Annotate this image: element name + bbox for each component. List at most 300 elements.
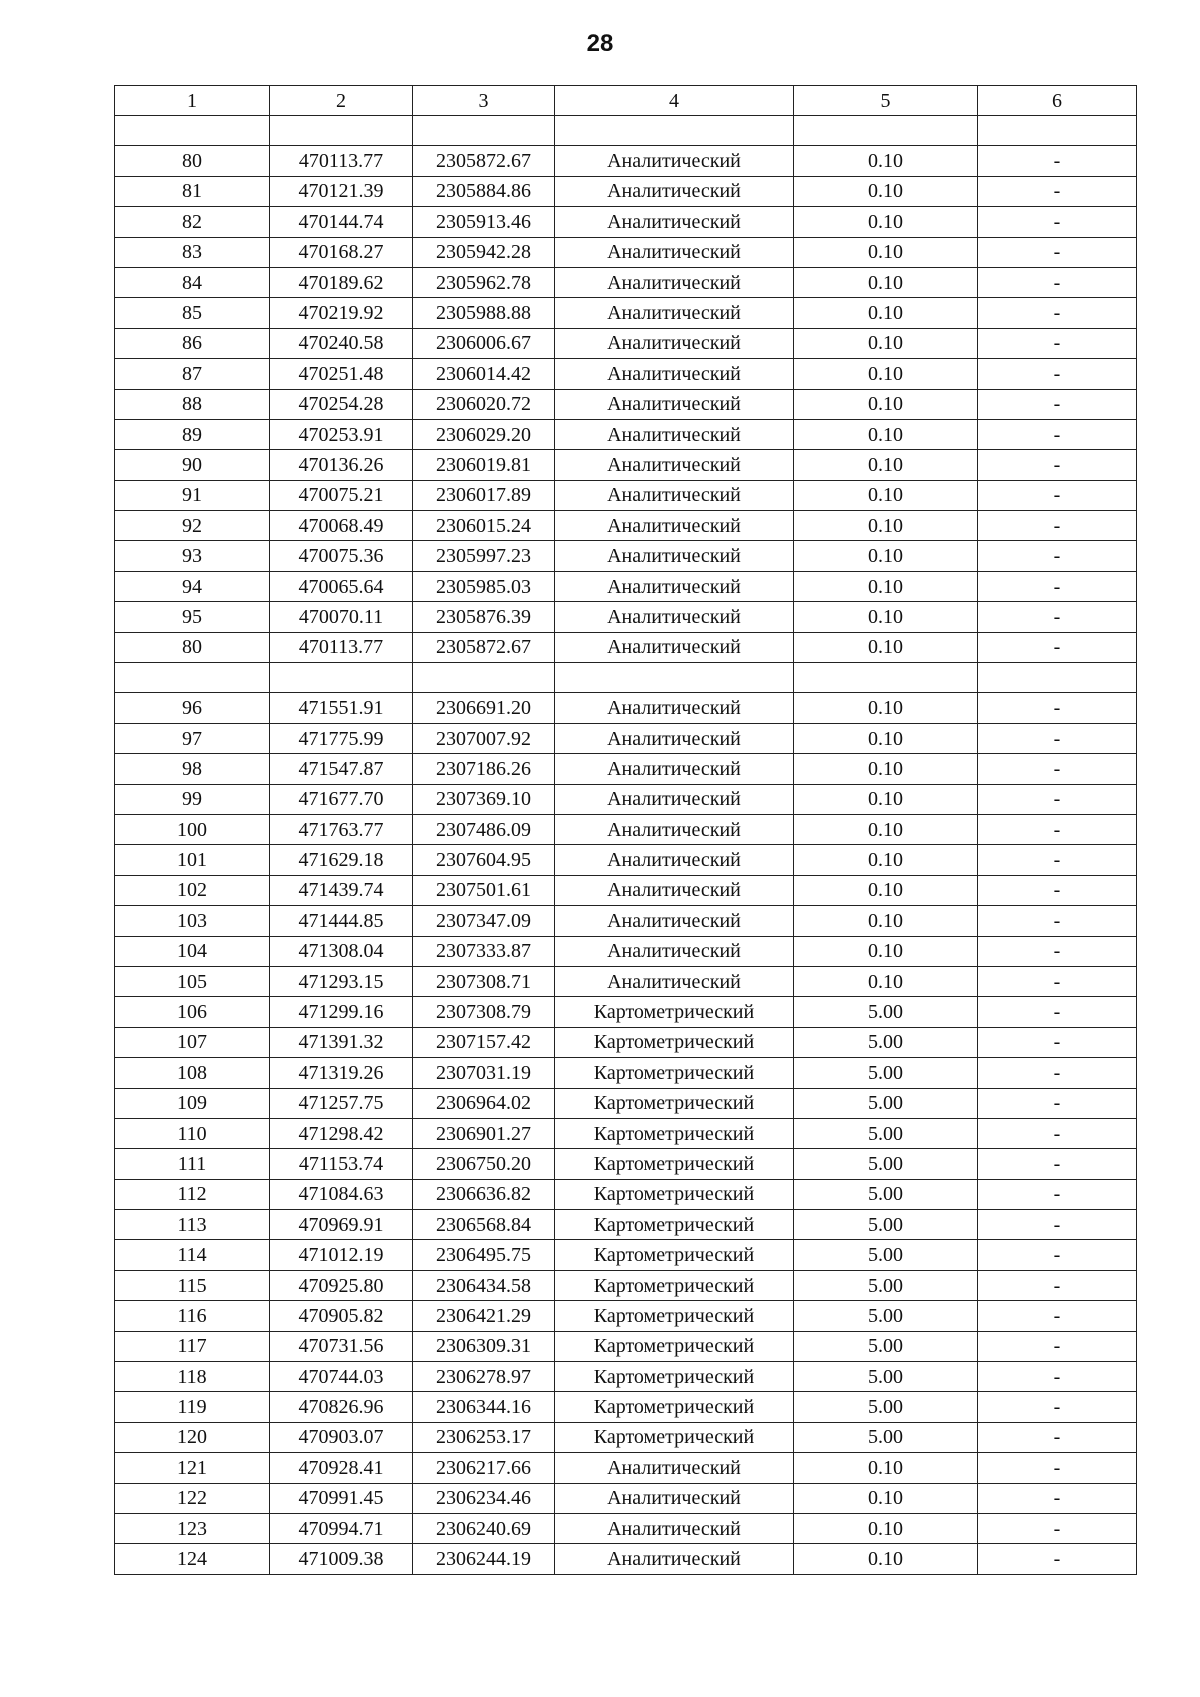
table-cell: 5.00 [794, 1301, 978, 1331]
table-cell: 470113.77 [270, 146, 413, 176]
table-cell [270, 116, 413, 146]
table-cell: 470969.91 [270, 1210, 413, 1240]
table-row [115, 571, 1137, 601]
table-cell: 470744.03 [270, 1362, 413, 1392]
table-cell: 86 [115, 328, 270, 358]
table-cell: 106 [115, 997, 270, 1027]
table-cell: - [978, 359, 1137, 389]
table-row [115, 845, 1137, 875]
table-cell: Аналитический [555, 1453, 794, 1483]
table-row [115, 450, 1137, 480]
table-cell: 0.10 [794, 328, 978, 358]
column-header: 5 [794, 86, 978, 116]
table-cell: 119 [115, 1392, 270, 1422]
table-cell: 123 [115, 1513, 270, 1543]
table-cell: 2306344.16 [413, 1392, 555, 1422]
table-cell: 2305872.67 [413, 146, 555, 176]
table-cell: 103 [115, 906, 270, 936]
table-cell: Аналитический [555, 541, 794, 571]
table-row [115, 1088, 1137, 1118]
table-cell: - [978, 693, 1137, 723]
table-cell: 91 [115, 480, 270, 510]
table-cell: 80 [115, 632, 270, 662]
table-row [115, 1422, 1137, 1452]
table-cell: Аналитический [555, 906, 794, 936]
table-cell: Аналитический [555, 1483, 794, 1513]
table-row [115, 146, 1137, 176]
table-row [115, 1058, 1137, 1088]
table-cell: 471257.75 [270, 1088, 413, 1118]
table-cell: Картометрический [555, 1392, 794, 1422]
table-cell: 114 [115, 1240, 270, 1270]
table-cell: Картометрический [555, 1058, 794, 1088]
table-cell: 115 [115, 1270, 270, 1300]
table-cell: 2306278.97 [413, 1362, 555, 1392]
table-cell: 470121.39 [270, 176, 413, 206]
table-cell: 2306421.29 [413, 1301, 555, 1331]
table-cell: Картометрический [555, 1422, 794, 1452]
table-cell: 470065.64 [270, 571, 413, 601]
table-row [115, 1118, 1137, 1148]
table-cell: 5.00 [794, 997, 978, 1027]
table-cell: 0.10 [794, 693, 978, 723]
table-cell: 2306240.69 [413, 1513, 555, 1543]
table-cell: 109 [115, 1088, 270, 1118]
table-cell: - [978, 723, 1137, 753]
table-cell: 0.10 [794, 419, 978, 449]
table-cell: - [978, 146, 1137, 176]
table-cell: Картометрический [555, 1362, 794, 1392]
table-cell: 2307369.10 [413, 784, 555, 814]
table-cell: 470928.41 [270, 1453, 413, 1483]
column-header: 4 [555, 86, 794, 116]
table-cell [413, 663, 555, 693]
table-row [115, 1453, 1137, 1483]
table-row [115, 754, 1137, 784]
table-cell: Аналитический [555, 328, 794, 358]
table-cell: 5.00 [794, 1210, 978, 1240]
table-cell: - [978, 997, 1137, 1027]
table-cell: 0.10 [794, 176, 978, 206]
table-cell: - [978, 1027, 1137, 1057]
table-cell: 2307486.09 [413, 814, 555, 844]
table-cell: 0.10 [794, 784, 978, 814]
table-cell: 94 [115, 571, 270, 601]
table-cell: 470731.56 [270, 1331, 413, 1361]
table-cell: 2306015.24 [413, 511, 555, 541]
table-row [115, 267, 1137, 297]
table-cell: 0.10 [794, 754, 978, 784]
table-cell: 2307308.79 [413, 997, 555, 1027]
table-cell: 5.00 [794, 1058, 978, 1088]
table-cell: - [978, 1331, 1137, 1361]
table-cell: - [978, 1149, 1137, 1179]
table-cell: 5.00 [794, 1362, 978, 1392]
table-cell: - [978, 784, 1137, 814]
table-row [115, 1027, 1137, 1057]
table-cell: 2305872.67 [413, 632, 555, 662]
table-cell: 2305962.78 [413, 267, 555, 297]
table-cell: 0.10 [794, 1483, 978, 1513]
table-cell: 0.10 [794, 723, 978, 753]
table-cell: 0.10 [794, 875, 978, 905]
table-cell: 0.10 [794, 450, 978, 480]
table-cell: Аналитический [555, 389, 794, 419]
blank-separator-row [115, 663, 1137, 693]
table-cell: 80 [115, 146, 270, 176]
table-cell: 5.00 [794, 1088, 978, 1118]
table-cell: 0.10 [794, 814, 978, 844]
table-row [115, 207, 1137, 237]
table-row [115, 1483, 1137, 1513]
blank-separator-row [115, 116, 1137, 146]
table-cell [115, 663, 270, 693]
table-cell: 5.00 [794, 1240, 978, 1270]
table-cell: 83 [115, 237, 270, 267]
table-cell: 471084.63 [270, 1179, 413, 1209]
table-cell: 471444.85 [270, 906, 413, 936]
table-cell: - [978, 1240, 1137, 1270]
table-cell: Аналитический [555, 875, 794, 905]
table-cell: 90 [115, 450, 270, 480]
table-row [115, 480, 1137, 510]
table-cell: - [978, 176, 1137, 206]
table-cell: 471551.91 [270, 693, 413, 723]
table-cell: 2306901.27 [413, 1118, 555, 1148]
table-cell: 5.00 [794, 1331, 978, 1361]
table-cell: - [978, 1270, 1137, 1300]
table-row [115, 1270, 1137, 1300]
table-cell: - [978, 511, 1137, 541]
table-cell: Картометрический [555, 1210, 794, 1240]
table-cell: 98 [115, 754, 270, 784]
table-cell: 121 [115, 1453, 270, 1483]
table-cell: Аналитический [555, 754, 794, 784]
table-cell: Картометрический [555, 1118, 794, 1148]
table-cell: 470113.77 [270, 632, 413, 662]
table-cell: - [978, 754, 1137, 784]
table-cell: 2307347.09 [413, 906, 555, 936]
table-cell: Аналитический [555, 511, 794, 541]
table-cell: 0.10 [794, 571, 978, 601]
table-cell: 102 [115, 875, 270, 905]
table-cell: 82 [115, 207, 270, 237]
table-cell: 89 [115, 419, 270, 449]
table-cell: - [978, 450, 1137, 480]
table-cell: - [978, 389, 1137, 419]
table-cell: - [978, 267, 1137, 297]
table-cell: - [978, 1513, 1137, 1543]
table-cell: - [978, 1453, 1137, 1483]
table-cell: 110 [115, 1118, 270, 1148]
table-cell: 471319.26 [270, 1058, 413, 1088]
table-row [115, 906, 1137, 936]
table-cell: 470136.26 [270, 450, 413, 480]
table-cell: - [978, 328, 1137, 358]
table-cell: - [978, 1483, 1137, 1513]
table-row [115, 814, 1137, 844]
table-cell: 470075.36 [270, 541, 413, 571]
table-cell: 2306691.20 [413, 693, 555, 723]
table-cell: Аналитический [555, 723, 794, 753]
table-cell: - [978, 906, 1137, 936]
table-cell: 2306020.72 [413, 389, 555, 419]
table-cell: 96 [115, 693, 270, 723]
table-cell: 471012.19 [270, 1240, 413, 1270]
table-cell: 0.10 [794, 146, 978, 176]
table-cell: - [978, 845, 1137, 875]
table-row [115, 1392, 1137, 1422]
table-cell: - [978, 1301, 1137, 1331]
table-cell: - [978, 298, 1137, 328]
table-row [115, 602, 1137, 632]
table-cell: 2307186.26 [413, 754, 555, 784]
table-cell: 2305988.88 [413, 298, 555, 328]
table-cell: - [978, 1362, 1137, 1392]
table-cell: 0.10 [794, 359, 978, 389]
table-cell: Картометрический [555, 1088, 794, 1118]
table-cell [978, 663, 1137, 693]
table-cell: Аналитический [555, 419, 794, 449]
table-cell: 87 [115, 359, 270, 389]
table-cell: 0.10 [794, 237, 978, 267]
table-cell: 470144.74 [270, 207, 413, 237]
table-cell [555, 663, 794, 693]
table-cell: 0.10 [794, 845, 978, 875]
table-cell: 2306750.20 [413, 1149, 555, 1179]
table-row [115, 632, 1137, 662]
table-cell: 0.10 [794, 906, 978, 936]
table-cell: Картометрический [555, 1240, 794, 1270]
table-cell: Аналитический [555, 450, 794, 480]
table-cell: 2305942.28 [413, 237, 555, 267]
table-cell: 85 [115, 298, 270, 328]
table-cell: Аналитический [555, 480, 794, 510]
table-cell: 470903.07 [270, 1422, 413, 1452]
table-cell: 2306234.46 [413, 1483, 555, 1513]
table-cell: 2307007.92 [413, 723, 555, 753]
table-row [115, 298, 1137, 328]
table-cell: 470925.80 [270, 1270, 413, 1300]
table-cell: - [978, 1088, 1137, 1118]
table-cell: Аналитический [555, 146, 794, 176]
table-cell: 0.10 [794, 541, 978, 571]
table-row [115, 389, 1137, 419]
column-header: 1 [115, 86, 270, 116]
table-cell: 113 [115, 1210, 270, 1240]
table-cell: 471293.15 [270, 966, 413, 996]
table-cell: 5.00 [794, 1270, 978, 1300]
table-cell: 95 [115, 602, 270, 632]
table-cell: 470253.91 [270, 419, 413, 449]
table-cell: 471308.04 [270, 936, 413, 966]
table-cell: 5.00 [794, 1149, 978, 1179]
table-cell: 470168.27 [270, 237, 413, 267]
table-cell: 99 [115, 784, 270, 814]
table-cell: 2307157.42 [413, 1027, 555, 1057]
table-cell: Аналитический [555, 207, 794, 237]
table-cell: 2306495.75 [413, 1240, 555, 1270]
table-cell: 97 [115, 723, 270, 753]
table-cell: 5.00 [794, 1422, 978, 1452]
table-row [115, 1210, 1137, 1240]
table-cell: Аналитический [555, 1513, 794, 1543]
table-cell: 5.00 [794, 1027, 978, 1057]
coordinates-table [114, 85, 1137, 1575]
table-cell: - [978, 1210, 1137, 1240]
table-cell: - [978, 602, 1137, 632]
table-row [115, 359, 1137, 389]
table-cell: 2306253.17 [413, 1422, 555, 1452]
table-cell: 471391.32 [270, 1027, 413, 1057]
table-cell: 92 [115, 511, 270, 541]
page-number: 28 [586, 30, 614, 57]
table-cell: 471009.38 [270, 1544, 413, 1574]
table-cell: - [978, 571, 1137, 601]
table-cell: 2307501.61 [413, 875, 555, 905]
table-cell: 471629.18 [270, 845, 413, 875]
table-row [115, 997, 1137, 1027]
table-cell: 124 [115, 1544, 270, 1574]
table-cell: 0.10 [794, 267, 978, 297]
table-cell: 471775.99 [270, 723, 413, 753]
table-cell: 2307031.19 [413, 1058, 555, 1088]
table-cell [413, 116, 555, 146]
table-cell: 118 [115, 1362, 270, 1392]
table-row [115, 1544, 1137, 1574]
table-cell: Аналитический [555, 936, 794, 966]
table-cell: 470905.82 [270, 1301, 413, 1331]
table-row [115, 875, 1137, 905]
table-cell: 471677.70 [270, 784, 413, 814]
table-cell: - [978, 1392, 1137, 1422]
table-cell: Аналитический [555, 237, 794, 267]
table-cell: 2306006.67 [413, 328, 555, 358]
column-header: 6 [978, 86, 1137, 116]
table-cell: - [978, 1422, 1137, 1452]
table-cell: 100 [115, 814, 270, 844]
table-cell: 2306029.20 [413, 419, 555, 449]
table-cell: 0.10 [794, 966, 978, 996]
table-cell: 81 [115, 176, 270, 206]
table-cell: 93 [115, 541, 270, 571]
table-cell: 2305884.86 [413, 176, 555, 206]
table-cell: 470189.62 [270, 267, 413, 297]
table-cell: 470068.49 [270, 511, 413, 541]
table-cell: 2306964.02 [413, 1088, 555, 1118]
table-row [115, 541, 1137, 571]
table-cell: - [978, 875, 1137, 905]
table-cell: - [978, 237, 1137, 267]
table-row [115, 1513, 1137, 1543]
table-row [115, 1149, 1137, 1179]
table-cell: 0.10 [794, 389, 978, 419]
table-cell: 2305913.46 [413, 207, 555, 237]
table-cell: 2306244.19 [413, 1544, 555, 1574]
table-row [115, 1331, 1137, 1361]
table-cell: 471299.16 [270, 997, 413, 1027]
table-cell: 2306309.31 [413, 1331, 555, 1361]
column-header: 2 [270, 86, 413, 116]
table-cell: Аналитический [555, 632, 794, 662]
table-cell: Аналитический [555, 966, 794, 996]
table-cell: Картометрический [555, 1027, 794, 1057]
table-row [115, 723, 1137, 753]
table-cell: 104 [115, 936, 270, 966]
table-cell [555, 116, 794, 146]
table-cell: 5.00 [794, 1118, 978, 1148]
table-cell: Картометрический [555, 1270, 794, 1300]
table-cell: - [978, 1058, 1137, 1088]
table-cell: 116 [115, 1301, 270, 1331]
table-cell [978, 116, 1137, 146]
table-cell: 471547.87 [270, 754, 413, 784]
table-cell: 471439.74 [270, 875, 413, 905]
table-cell: Аналитический [555, 176, 794, 206]
table-row [115, 1362, 1137, 1392]
table-cell: 471153.74 [270, 1149, 413, 1179]
table-cell: Картометрический [555, 1331, 794, 1361]
table-row [115, 693, 1137, 723]
table-cell [794, 116, 978, 146]
table-cell: 2305876.39 [413, 602, 555, 632]
table-cell: Аналитический [555, 693, 794, 723]
table-row [115, 328, 1137, 358]
table-cell: 101 [115, 845, 270, 875]
table-cell: 0.10 [794, 632, 978, 662]
table-cell: 88 [115, 389, 270, 419]
table-cell: 470826.96 [270, 1392, 413, 1422]
table-row [115, 237, 1137, 267]
table-cell: 108 [115, 1058, 270, 1088]
table-cell: 0.10 [794, 936, 978, 966]
table-cell: Картометрический [555, 1149, 794, 1179]
table-cell: Аналитический [555, 784, 794, 814]
table-row [115, 419, 1137, 449]
table-cell: 470240.58 [270, 328, 413, 358]
table-header-row [115, 86, 1137, 116]
table-cell: 0.10 [794, 511, 978, 541]
table-cell: 2306434.58 [413, 1270, 555, 1300]
table-row [115, 176, 1137, 206]
table-cell: 84 [115, 267, 270, 297]
table-cell: 0.10 [794, 1544, 978, 1574]
table-row [115, 1301, 1137, 1331]
table-cell: 2307308.71 [413, 966, 555, 996]
table-cell: 122 [115, 1483, 270, 1513]
table-cell: 2305997.23 [413, 541, 555, 571]
table-cell: Картометрический [555, 997, 794, 1027]
table-cell: 2306017.89 [413, 480, 555, 510]
table-cell: - [978, 207, 1137, 237]
table-cell: 470251.48 [270, 359, 413, 389]
table-cell: Аналитический [555, 571, 794, 601]
table-cell: - [978, 419, 1137, 449]
table-cell: 0.10 [794, 480, 978, 510]
table-cell: - [978, 1118, 1137, 1148]
table-row [115, 511, 1137, 541]
column-header: 3 [413, 86, 555, 116]
table-cell: - [978, 1179, 1137, 1209]
table-cell [115, 116, 270, 146]
table-cell: - [978, 480, 1137, 510]
table-cell: 470070.11 [270, 602, 413, 632]
table-cell: - [978, 632, 1137, 662]
table-cell: 2306019.81 [413, 450, 555, 480]
table-cell: - [978, 814, 1137, 844]
table-row [115, 784, 1137, 814]
table-cell: 0.10 [794, 602, 978, 632]
